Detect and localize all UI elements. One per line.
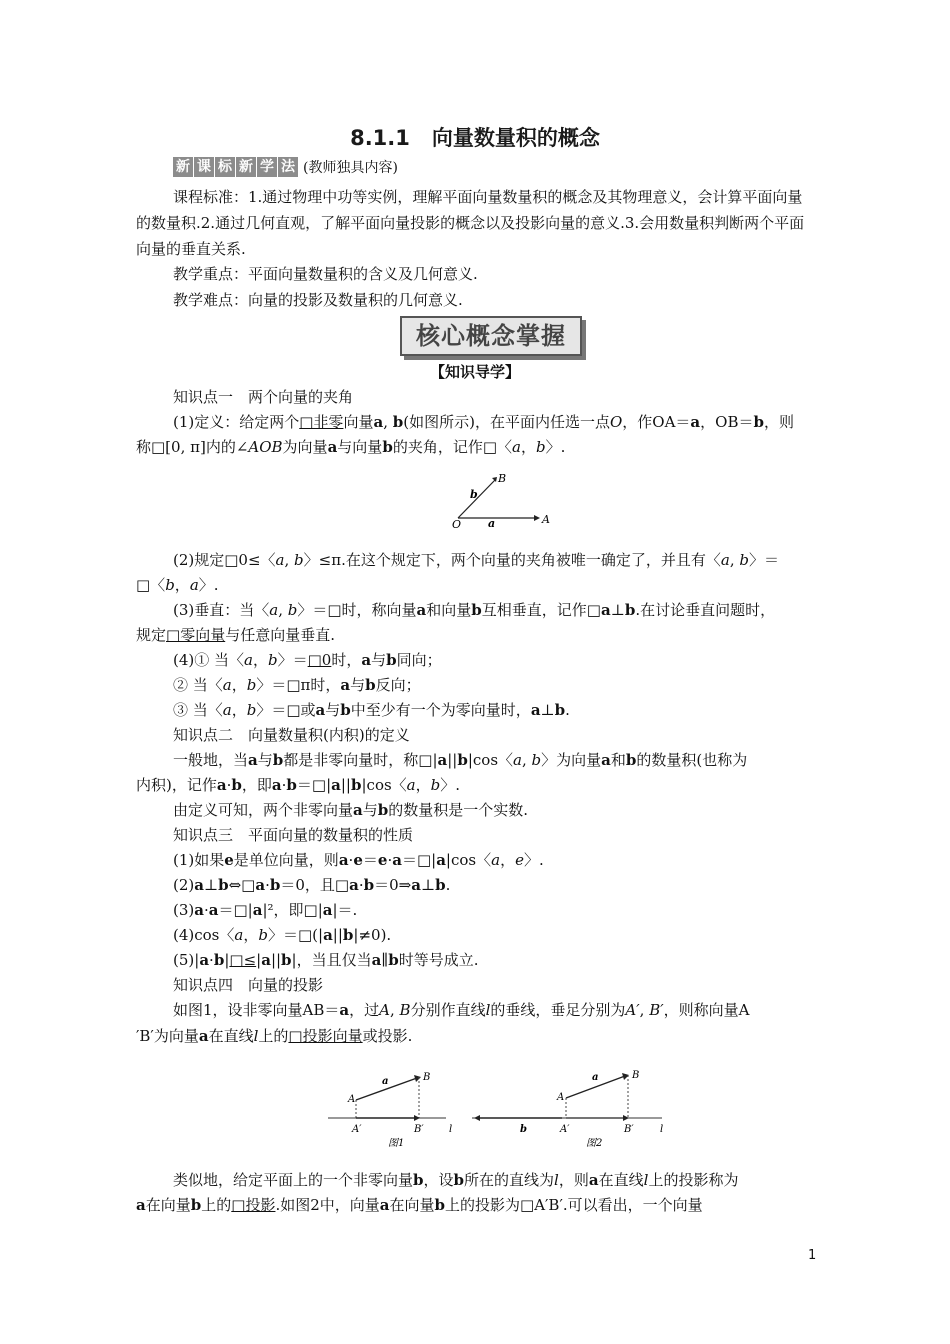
- label-a: a: [488, 517, 496, 530]
- svg-text:a: a: [382, 1076, 389, 1087]
- k1-rule4-3: ③ 当〈a，b〉＝□或a与b中至少有一个为零向量时，a⊥b.: [173, 701, 570, 719]
- svg-text:A: A: [557, 1092, 565, 1103]
- label-A: A: [542, 513, 550, 526]
- svg-text:l: l: [660, 1124, 664, 1135]
- k3-prop4: (4)cos〈a，b〉＝□(|a||b|≠0).: [173, 926, 392, 944]
- label-b: b: [470, 488, 478, 501]
- svg-text:b: b: [520, 1124, 527, 1135]
- section-header: 【知识导学】: [429, 363, 520, 381]
- badge-note: (教师独具内容): [303, 160, 398, 176]
- k1-rule2: (2)规定□0≤〈a, b〉≤π.在这个规定下，两个向量的夹角被唯一确定了，并且有〈a, b〉＝: [173, 551, 779, 569]
- fig2-caption: 图2: [586, 1138, 603, 1149]
- k4-line2: ′B′为向量a在直线l上的□投影向量或投影.: [136, 1027, 413, 1045]
- k3-prop1: (1)如果e是单位向量，则a·e＝e·a＝□|a|cos〈a，e〉.: [173, 851, 544, 869]
- k4-heading: 知识点四 向量的投影: [173, 976, 324, 994]
- svg-text:A′: A′: [352, 1124, 362, 1135]
- page-title: 8.1.1 向量数量积的概念: [350, 126, 600, 150]
- k2-heading: 知识点二 向量数量积(内积)的定义: [173, 726, 410, 744]
- svg-text:B: B: [423, 1072, 431, 1083]
- svg-text:B: B: [632, 1070, 640, 1081]
- svg-text:l: l: [449, 1124, 453, 1135]
- k2-line1: 一般地，当a与b都是非零向量时，称□|a||b|cos〈a, b〉为向量a和b的数量积(也称为: [173, 751, 748, 769]
- svg-text:a: a: [592, 1072, 599, 1083]
- teaching-difficulty: 教学难点：向量的投影及数量积的几何意义.: [173, 291, 463, 309]
- svg-text:A: A: [348, 1094, 356, 1105]
- label-O: O: [452, 518, 462, 531]
- badge-char: 新: [236, 157, 256, 177]
- section-badge: [173, 157, 398, 177]
- k4-line1: 如图1，设非零向量AB＝a，过A, B分别作直线l的垂线，垂足分别为A′, B′，则称向量A: [173, 1001, 750, 1019]
- k4-line4: a在向量b上的□投影.如图2中，向量a在向量b上的投影为□A′B′.可以看出，一个向量: [136, 1196, 703, 1214]
- k1-rule4-2: ② 当〈a，b〉＝□π时，a与b反向；: [173, 676, 421, 694]
- k3-prop2: (2)a⊥b⇔□a·b＝0，且□a·b＝0⇒a⊥b.: [173, 876, 451, 894]
- k1-heading: 知识点一 两个向量的夹角: [173, 388, 354, 406]
- fig1-caption: 图1: [388, 1138, 405, 1149]
- svg-text:A′: A′: [560, 1124, 570, 1135]
- label-B: B: [498, 472, 507, 485]
- projection-figures: [322, 1060, 672, 1156]
- k1-definition-line1: (1)定义：给定两个□非零向量a, b(如图所示)，在平面内任选一点O，作OA＝a，OB＝b，则: [173, 413, 794, 431]
- teaching-focus: 教学重点：平面向量数量积的含义及几何意义.: [173, 265, 478, 283]
- badge-char: 标: [215, 157, 235, 177]
- k1-rule3-cont: 规定□零向量与任意向量垂直.: [136, 626, 335, 644]
- svg-text:B′: B′: [414, 1124, 424, 1135]
- k1-rule4-1: (4)① 当〈a，b〉＝□0时，a与b同向；: [173, 651, 442, 669]
- k3-prop5: (5)|a·b|□≤|a||b|，当且仅当a∥b时等号成立.: [173, 951, 479, 969]
- page-number: 1: [808, 1248, 817, 1263]
- k3-prop3: (3)a·a＝□|a|²，即□|a|＝.: [173, 901, 358, 919]
- k2-line2: 内积)，记作a·b，即a·b＝□|a||b|cos〈a，b〉.: [136, 776, 461, 794]
- core-concept-banner: 核心概念掌握: [400, 316, 582, 356]
- badge-char: 法: [278, 157, 298, 177]
- k1-rule2-cont: □〈b，a〉.: [136, 576, 219, 594]
- badge-char: 学: [257, 157, 277, 177]
- k1-definition-line2: 称□[0, π]内的∠AOB为向量a与向量b的夹角，记作□〈a，b〉.: [136, 438, 566, 456]
- badge-char: 新: [173, 157, 193, 177]
- k1-rule3: (3)垂直：当〈a, b〉＝□时，称向量a和向量b互相垂直，记作□a⊥b.在讨论垂直问题时，: [173, 601, 776, 619]
- k2-line3: 由定义可知，两个非零向量a与b的数量积是一个实数.: [173, 801, 529, 819]
- k4-line3: 类似地，给定平面上的一个非零向量b，设b所在的直线为l，则a在直线l上的投影称为: [173, 1171, 739, 1189]
- figure-1: [328, 1072, 452, 1149]
- figure-2: [472, 1070, 663, 1149]
- badge-char: 课: [194, 157, 214, 177]
- angle-figure: [448, 468, 548, 532]
- k3-heading: 知识点三 平面向量的数量积的性质: [173, 826, 414, 844]
- svg-text:B′: B′: [624, 1124, 634, 1135]
- course-standard: 课程标准：1.通过物理中功等实例，理解平面向量数量积的概念及其物理意义，会计算平面向量的数量积.2.通过几何直观，了解平面向量投影的概念以及投影向量的意义.3.会用数量积判断两个平面向量的垂直关系.: [136, 188, 805, 258]
